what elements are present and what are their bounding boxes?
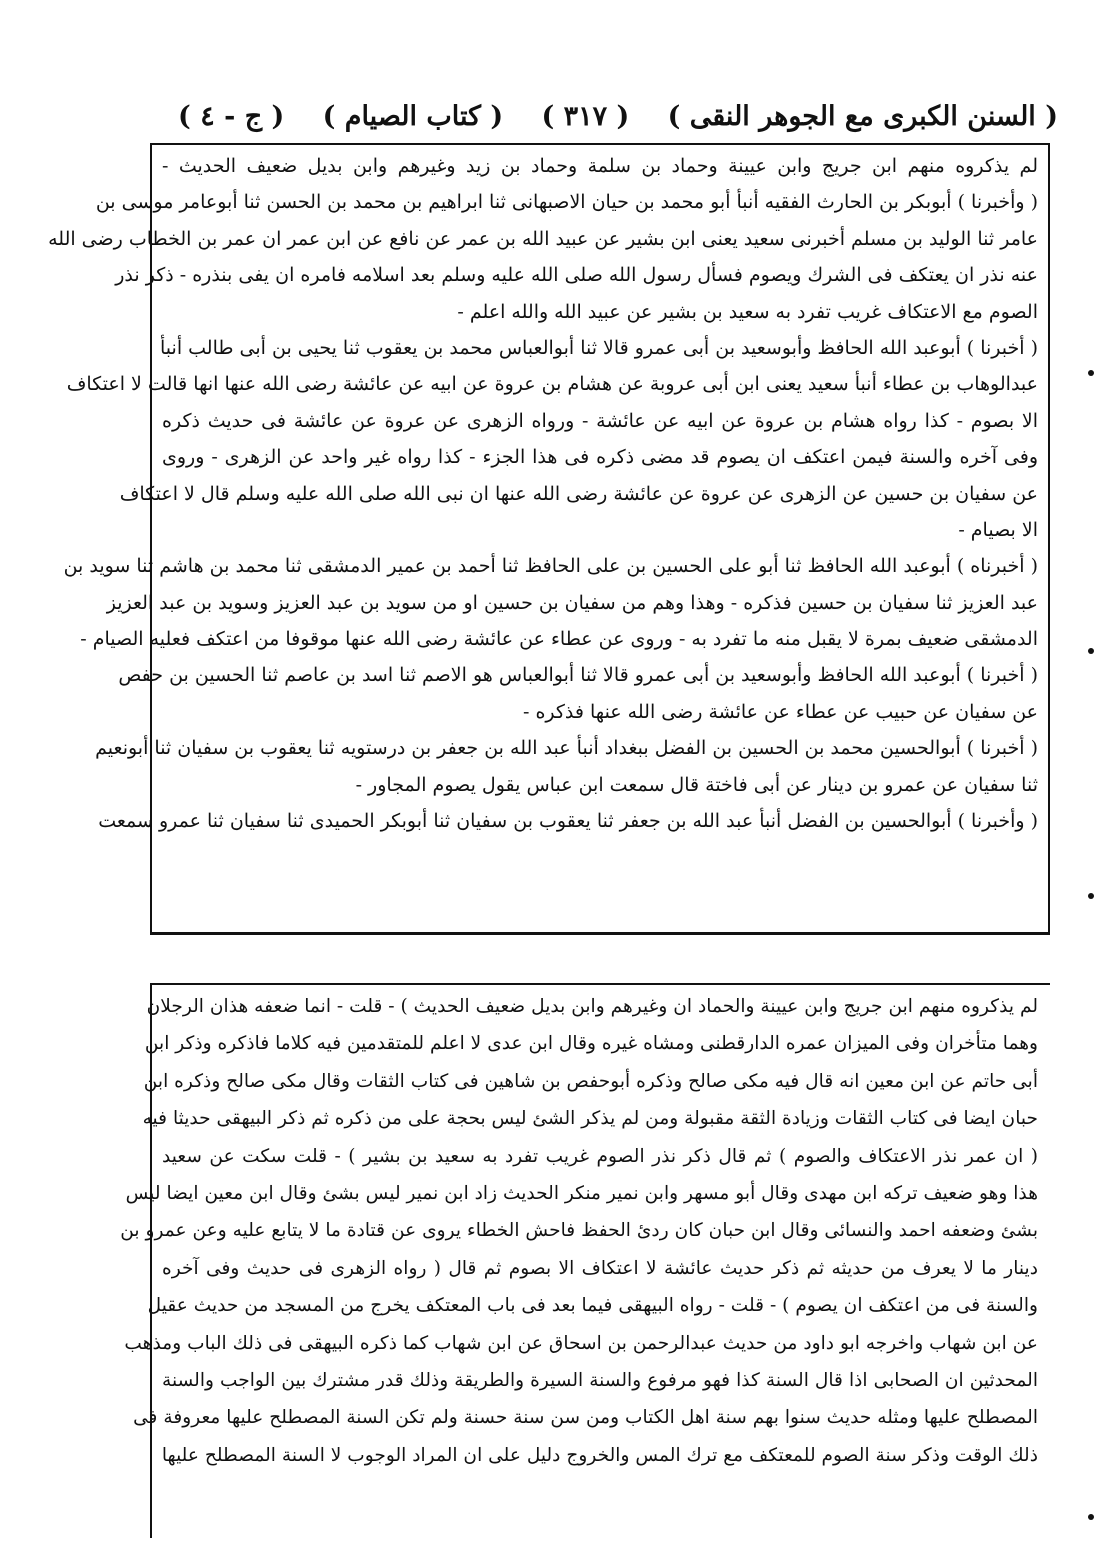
note-line: المحدثين ان الصحابى اذا قال السنة كذا فهو مرفوع والسنة السيرة والطريقة وذلك قدر مشترك بين الواجب والسنة [162, 1369, 1038, 1391]
volume-number: ( ج - ٤ ) [178, 100, 285, 132]
main-line: ( أخبرنا ) أبوالحسين محمد بن الحسين بن الفضل ببغداد أنبأ عبد الله بن جعفر بن درستويه ثنا يعقوب بن سفيان ثنا أبونعيم [95, 737, 1038, 760]
note-line: أبى حاتم عن ابن معين انه قال فيه مكى صالح وذكره أبوحفص بن شاهين فى كتاب الثقات وقال مكى صالح وذكره ابن [143, 1070, 1038, 1092]
main-line: ( وأخبرنا ) أبوالحسين بن الفضل أنبأ عبد الله بن جعفر ثنا يعقوب بن سفيان ثنا أبوبكر الحميدى ثنا سفيان ثنا عمرو سمعت [98, 810, 1038, 833]
main-line: الصوم مع الاعتكاف غريب تفرد به سعيد بن بشير عن عبيد الله والله اعلم - [457, 300, 1038, 323]
note-line: لم يذكروه منهم ابن جريج وابن عيينة والحماد ان وغيرهم وابن بديل ضعيف الحديث ) - قلت - انما ضعفه هذان الرجلان [146, 996, 1038, 1017]
main-text [48, 148, 1038, 839]
main-line: ( أخبرنا ) أبوعبد الله الحافظ وأبوسعيد بن أبى عمرو قالا ثنا أبوالعباس هو الاصم ثنا اسد بن عاصم ثنا الحسين بن حفص [118, 664, 1038, 687]
frame-top-rule [150, 143, 1050, 145]
main-line: عن سفيان بن حسين عن الزهرى عن عروة عن عائشة رضى الله عنها ان نبى الله صلى الله عليه وسلم قال لا اعتكاف [119, 482, 1038, 505]
note-line: ( ان عمر نذر الاعتكاف والصوم ) ثم قال ذكر نذر الصوم غريب تفرد به سعيد بن بشير ) - قلت سكت عن سعيد [162, 1145, 1038, 1167]
margin-mark [1088, 370, 1094, 376]
note-line: دينار ما لا يعرف من حديثه ثم ذكر حديث عائشة لا اعتكاف الا بصوم ثم قال ( رواه الزهرى فى حديث وفى آخره [162, 1257, 1038, 1279]
frame-right-rule [1048, 143, 1050, 933]
main-line: الا بصوم - كذا رواه هشام بن عروة عن ابيه عن عائشة - ورواه الزهرى عن عروة عن عائشة فى حديث ذكره [162, 409, 1038, 432]
book-title: ( السنن الكبرى مع الجوهر النقى ) [667, 100, 1058, 132]
note-line: عن ابن شهاب واخرجه ابو داود من حديث عبدالرحمن بن اسحاق عن ابن شهاب كما ذكره البيهقى فى ذلك الباب ومذهب [124, 1332, 1038, 1354]
main-line: عنه نذر ان يعتكف فى الشرك ويصوم فسأل رسول الله صلى الله عليه وسلم بعد اسلامه فامره ان يفى بنذره - ذكر نذر [115, 264, 1038, 287]
main-line: عن سفيان عن حبيب عن عطاء عن عائشة رضى الله عنها فذكره - [522, 700, 1038, 723]
chapter-title: ( كتاب الصيام ) [322, 100, 504, 132]
note-line: والسنة فى من اعتكف ان يصوم ) - قلت - رواه البيهقى فيما بعد فى باب المعتكف يخرج من المسجد من حديث عقيل [147, 1295, 1038, 1317]
page-number: ( ٣١٧ ) [541, 100, 630, 132]
main-line: ( أخبرنا ) أبوعبد الله الحافظ وأبوسعيد بن أبى عمرو قالا ثنا أبوالعباس محمد بن يعقوب ثنا يحيى بن أبى طالب أنبأ [160, 336, 1038, 359]
note-line: ذلك الوقت وذكر سنة الصوم للمعتكف مع ترك المس والخروج دليل على ان المراد الوجوب لا السنة المصطلح عليها [161, 1444, 1038, 1466]
notes-top-rule [150, 983, 1050, 985]
note-line: المصطلح عليها ومثله حديث سنوا بهم سنة اهل الكتاب ومن سن سنة حسنة ولم تكن السنة المصطلح عليها معروفة فى [133, 1407, 1038, 1429]
section-divider [150, 932, 1050, 935]
footnotes-text [120, 988, 1038, 1474]
note-line: وهما متأخران وفى الميزان عمره الدارقطنى ومشاه غيره وقال ابن عدى لا اعلم للمتقدمين فيه كلاما فاذكره وذكر ابن [144, 1033, 1038, 1055]
main-line: وفى آخره والسنة فيمن اعتكف ان يصوم قد مضى ذكره فى هذا الجزء - كذا رواه غير واحد عن الزهرى - وروى [162, 446, 1038, 469]
page-header [178, 96, 1058, 136]
main-line: لم يذكروه منهم ابن جريج وابن عيينة وحماد بن سلمة وحماد بن زيد وغيرهم وابن بديل ضعيف الحديث - [162, 155, 1038, 177]
main-line: ( وأخبرنا ) أبوبكر بن الحارث الفقيه أنبأ أبو محمد بن حيان الاصبهانى ثنا ابراهيم بن محمد بن الحسن ثنا أبوعامر موسى بن [95, 191, 1038, 214]
main-line: الا بصيام - [958, 518, 1038, 541]
margin-mark [1088, 893, 1094, 899]
main-line: عبدالوهاب بن عطاء أنبأ سعيد يعنى ابن أبى عروبة عن هشام بن عروة عن ابيه عن عائشة رضى الله عنها انها قالت لا اعتكاف [66, 373, 1038, 396]
note-line: بشئ وضعفه احمد والنسائى وقال ابن حبان كان ردئ الحفظ فاحش الخطاء يروى عن قتادة ما لا يتابع عليه وعن عمرو بن [120, 1220, 1038, 1242]
main-line: عامر ثنا الوليد بن مسلم أخبرنى سعيد يعنى ابن بشير عن عبيد الله بن عمر عن نافع عن ابن عمر ان عمر بن الخطاب رضى الله [48, 227, 1038, 250]
main-line: عبد العزيز ثنا سفيان بن حسين فذكره - وهذا وهم من سفيان بن حسين او من سويد بن عبد العزيز وسويد بن عبد العزيز [106, 591, 1038, 614]
main-line: ( أخبرناه ) أبوعبد الله الحافظ ثنا أبو على الحسين بن على الحافظ ثنا أحمد بن عمير الدمشقى ثنا محمد بن هاشم ثنا سويد بن [63, 555, 1038, 578]
note-line: هذا وهو ضعيف تركه ابن مهدى وقال أبو مسهر وابن نمير منكر الحديث زاد ابن نمير ليس بشئ وقال ابن معين ايضا ليس [125, 1182, 1038, 1204]
main-line: ثنا سفيان عن عمرو بن دينار عن أبى فاختة قال سمعت ابن عباس يقول يصوم المجاور - [355, 773, 1038, 796]
margin-mark [1088, 648, 1094, 654]
note-line: حبان ايضا فى كتاب الثقات وزيادة الثقة مقبولة ومن لم يذكر الشئ ليس بحجة على من ذكره ثم ذكر البيهقى حديثا فيه [142, 1108, 1038, 1130]
main-line: الدمشقى ضعيف بمرة لا يقبل منه ما تفرد به - وروى عن عطاء عن عائشة رضى الله عنها موقوفا من اعتكف فعليه الصيام - [80, 628, 1038, 651]
margin-mark [1088, 1514, 1094, 1520]
